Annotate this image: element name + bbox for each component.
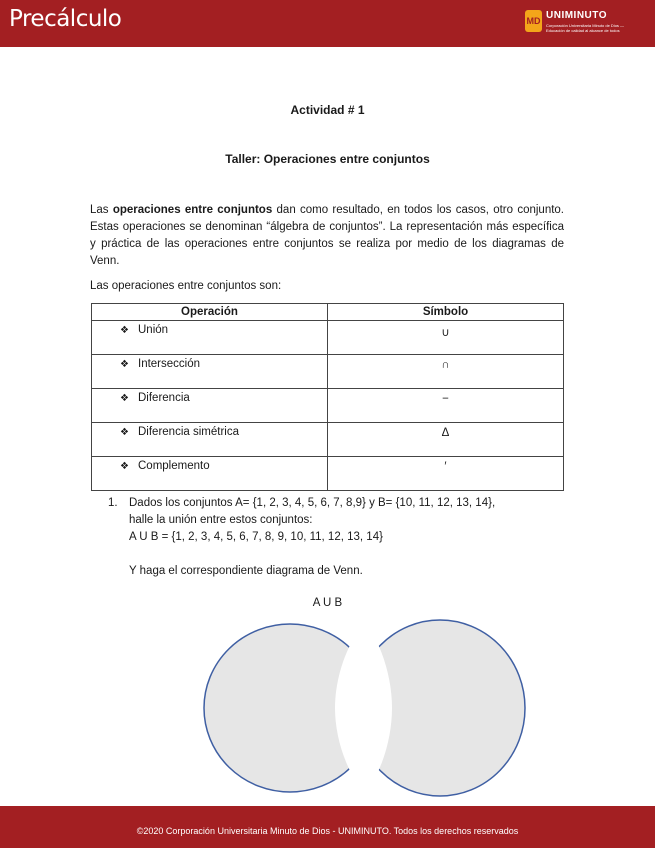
exercise-venn-instruction: Y haga el correspondiente diagrama de Venn. (129, 565, 363, 577)
table-row (92, 355, 564, 389)
operation-cell (92, 457, 328, 491)
workshop-title: Taller: Operaciones entre conjuntos (225, 152, 430, 166)
table-row (92, 389, 564, 423)
operation-cell (92, 423, 328, 457)
table-row (92, 423, 564, 457)
logo-name: UNIMINUTO (546, 10, 607, 21)
logo-mark: MD (525, 10, 542, 32)
diamond-bullet-icon: ❖ (120, 427, 129, 438)
operation-name: Complemento (138, 460, 210, 472)
operation-cell (92, 321, 328, 355)
intro-bold-term: operaciones entre conjuntos (112, 204, 273, 216)
page-footer (0, 806, 655, 848)
table-row (92, 321, 564, 355)
symbol-cell: ∩ (328, 355, 564, 389)
intro-text-start: Las (90, 204, 113, 216)
diamond-bullet-icon: ❖ (120, 325, 129, 336)
symbol-cell: Δ (328, 423, 564, 457)
uniminuto-logo (525, 9, 629, 39)
copyright-text: ©2020 Corporación Universitaria Minuto de Dios - UNIMINUTO. Todos los derechos reservados (136, 826, 519, 836)
diamond-bullet-icon: ❖ (120, 461, 129, 472)
operation-name: Diferencia simétrica (138, 426, 239, 438)
course-title: Precálculo (9, 6, 122, 32)
exercise-sets: Dados los conjuntos A= {1, 2, 3, 4, 5, 6, 7, 8,9} y B= {10, 11, 12, 13, 14}, (129, 497, 496, 509)
operation-name: Intersección (138, 358, 201, 370)
operations-table (91, 303, 564, 491)
symbol-cell: ∪ (328, 321, 564, 355)
diamond-bullet-icon: ❖ (120, 359, 129, 370)
diamond-bullet-icon: ❖ (120, 393, 129, 404)
operation-cell (92, 355, 328, 389)
operation-name: Diferencia (138, 392, 190, 404)
operation-name: Unión (138, 324, 169, 336)
venn-label: A U B (312, 597, 343, 609)
exercise-body (129, 495, 569, 580)
exercise-union-result: A U B = {1, 2, 3, 4, 5, 6, 7, 8, 9, 10, 11, 12, 13, 14} (129, 531, 383, 543)
logo-tagline: Corporación Universitaria Minuto de Dios — Educación de calidad al alcance de todos (546, 23, 625, 33)
table-row (92, 457, 564, 491)
column-header-operation: Operación (92, 304, 328, 321)
symbol-cell: ′ (328, 457, 564, 491)
symbol-cell: − (328, 389, 564, 423)
venn-diagram (195, 610, 530, 810)
intro-paragraph (90, 202, 564, 270)
activity-title: Actividad # 1 (290, 103, 365, 117)
operation-cell (92, 389, 328, 423)
operations-intro: Las operaciones entre conjuntos son: (90, 280, 282, 292)
intro-text-rest: dan como resultado, en todos los casos, otro conjunto. Estas operaciones se denominan “álgebra de conjuntos”. La representación más específica y práctica de las operaciones entre conjuntos se realiza por medio de los diagramas de Venn. (90, 204, 564, 267)
table-header-row (92, 304, 564, 321)
page-header (0, 0, 655, 47)
column-header-symbol: Símbolo (328, 304, 564, 321)
exercise-instruction: halle la unión entre estos conjuntos: (129, 514, 313, 526)
exercise-number: 1. (108, 497, 118, 509)
